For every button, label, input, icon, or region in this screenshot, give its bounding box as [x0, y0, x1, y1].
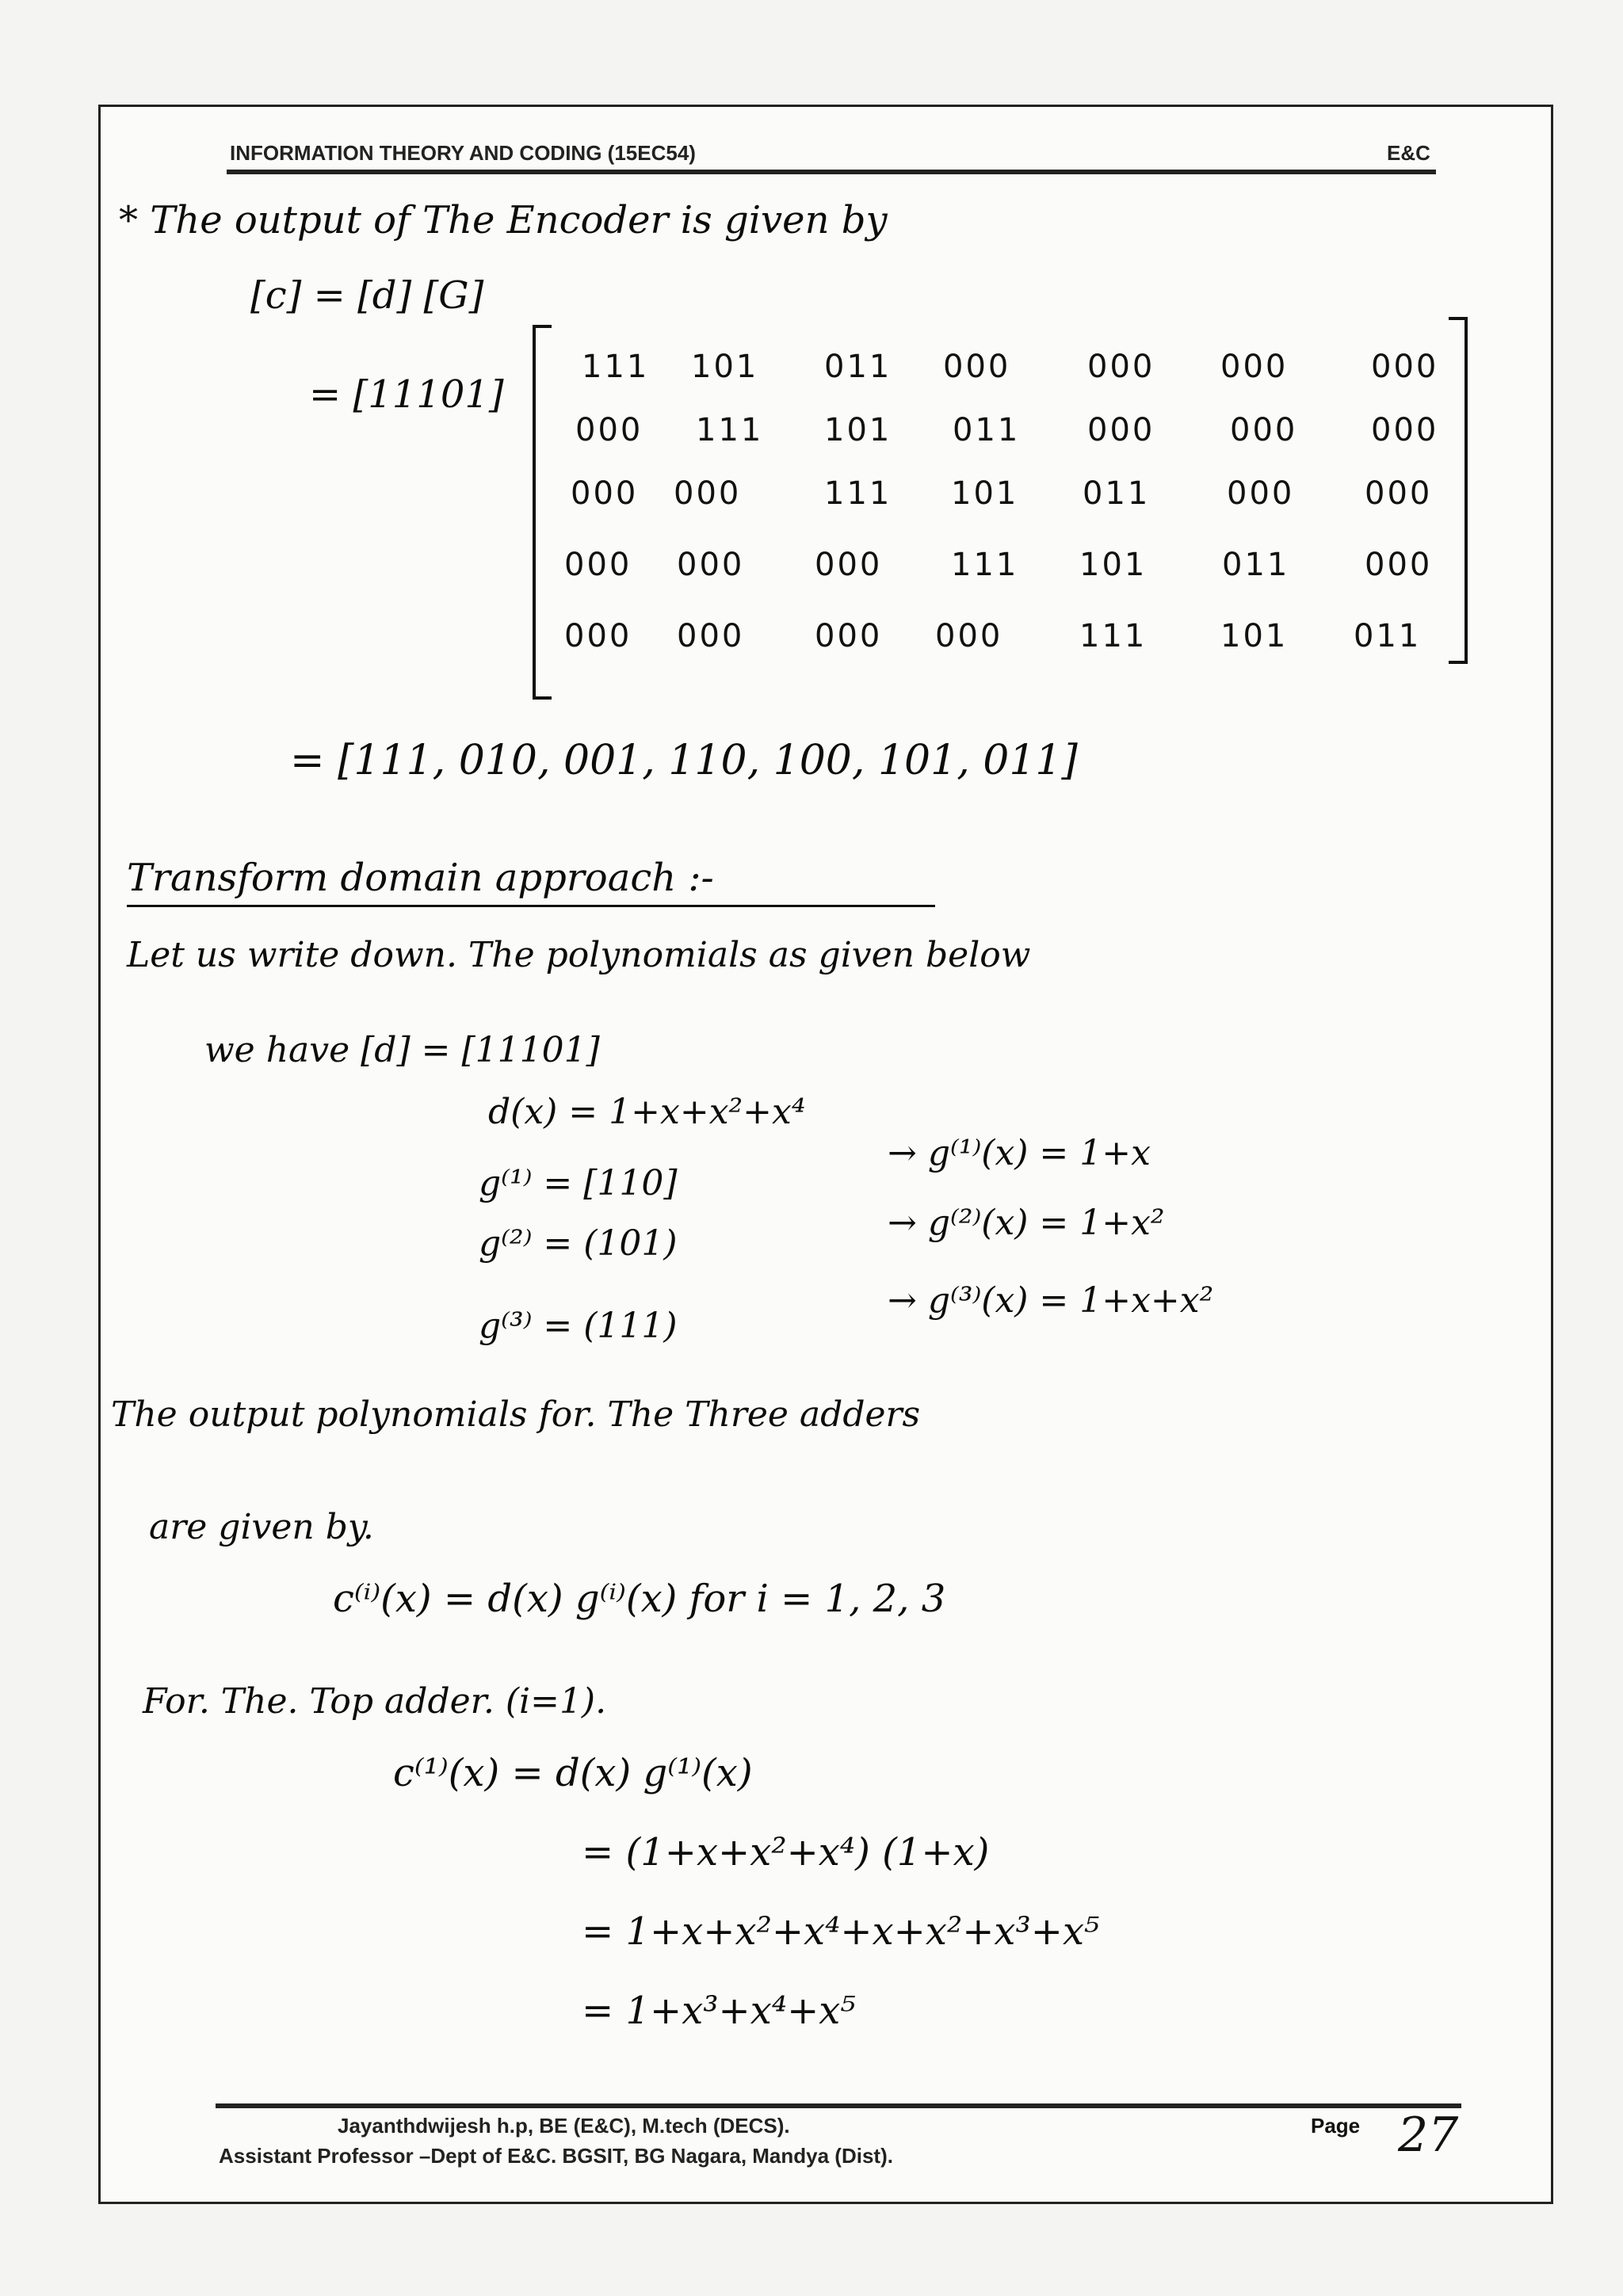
- matrix-cell: 000: [815, 618, 883, 654]
- matrix-cell: 000: [677, 547, 745, 583]
- matrix-cell: 000: [677, 618, 745, 654]
- matrix-cell: 000: [1230, 412, 1298, 448]
- matrix-cell: 000: [564, 618, 632, 654]
- line-c1-definition: c⁽¹⁾(x) = d(x) g⁽¹⁾(x): [393, 1751, 753, 1795]
- line-encoder-output: * The output of The Encoder is given by: [119, 198, 888, 242]
- matrix-cell: 011: [1222, 547, 1290, 583]
- header-department: E&C: [1387, 141, 1430, 165]
- page-label: Page: [1311, 2114, 1361, 2138]
- line-g3-vector: g⁽³⁾ = (111): [479, 1306, 678, 1346]
- line-codeword-equation: [c] = [d] [G]: [250, 273, 484, 318]
- matrix-cell: 101: [824, 412, 892, 448]
- matrix-cell: 011: [1354, 618, 1422, 654]
- line-polynomials-intro: Let us write down. The polynomials as given below: [127, 935, 1031, 975]
- matrix-cell: 000: [943, 349, 1011, 385]
- page-number: 27: [1398, 2107, 1459, 2163]
- matrix-cell: 101: [691, 349, 759, 385]
- generator-matrix: [533, 325, 1468, 697]
- line-data-vector: = [11101]: [309, 372, 504, 417]
- matrix-cell: 000: [571, 475, 639, 512]
- heading-underline: [127, 905, 935, 907]
- matrix-cell: 101: [1079, 547, 1148, 583]
- line-data-polynomial: d(x) = 1+x+x²+x⁴: [488, 1092, 806, 1132]
- matrix-cell: 000: [575, 412, 643, 448]
- matrix-cell: 111: [582, 349, 650, 385]
- matrix-cell: 000: [1365, 475, 1433, 512]
- matrix-cell: 000: [1220, 349, 1289, 385]
- line-g2-vector: g⁽²⁾ = (101): [479, 1223, 678, 1264]
- line-codeword-result: = [111, 010, 001, 110, 100, 101, 011]: [290, 737, 1078, 784]
- line-c1-result: = 1+x³+x⁴+x⁵: [582, 1989, 856, 2033]
- matrix-cell: 101: [1220, 618, 1289, 654]
- line-g1-vector: g⁽¹⁾ = [110]: [479, 1163, 678, 1203]
- footer-affiliation: Assistant Professor –Dept of E&C. BGSIT, BG Nagara, Mandya (Dist).: [219, 2144, 893, 2168]
- matrix-cell: 000: [815, 547, 883, 583]
- header-rule: [227, 170, 1436, 174]
- matrix-cell: 000: [1371, 349, 1439, 385]
- matrix-cell: 111: [696, 412, 764, 448]
- matrix-cell: 000: [935, 618, 1003, 654]
- line-data-given: we have [d] = [11101]: [204, 1030, 600, 1070]
- matrix-cell: 000: [1371, 412, 1439, 448]
- matrix-cell: 000: [1227, 475, 1295, 512]
- matrix-cell: 111: [1079, 618, 1148, 654]
- footer-author: Jayanthdwijesh h.p, BE (E&C), M.tech (DECS).: [338, 2114, 790, 2138]
- line-g2-polynomial: → g⁽²⁾(x) = 1+x²: [888, 1203, 1165, 1243]
- matrix-row: [533, 618, 1468, 681]
- matrix-row: [533, 412, 1468, 475]
- matrix-cell: 101: [951, 475, 1019, 512]
- matrix-cell: 111: [824, 475, 892, 512]
- matrix-cell: 111: [951, 547, 1019, 583]
- line-c1-expanded: = 1+x+x²+x⁴+x+x²+x³+x⁵: [582, 1909, 1100, 1954]
- matrix-cell: 000: [1087, 349, 1155, 385]
- matrix-cell: 000: [674, 475, 742, 512]
- line-top-adder: For. The. Top adder. (i=1).: [143, 1681, 607, 1722]
- line-g3-polynomial: → g⁽³⁾(x) = 1+x+x²: [888, 1280, 1214, 1321]
- section-heading: Transform domain approach :-: [127, 856, 714, 900]
- footer-rule: [216, 2103, 1461, 2108]
- line-output-polynomials: The output polynomials for. The Three adders: [111, 1394, 921, 1435]
- matrix-cell: 000: [1087, 412, 1155, 448]
- matrix-row: [533, 475, 1468, 539]
- header-title: INFORMATION THEORY AND CODING (15EC54): [230, 141, 696, 165]
- line-given-by: are given by.: [149, 1507, 374, 1547]
- line-g1-polynomial: → g⁽¹⁾(x) = 1+x: [888, 1133, 1151, 1173]
- line-c1-product: = (1+x+x²+x⁴) (1+x): [582, 1830, 990, 1875]
- matrix-cell: 011: [1083, 475, 1151, 512]
- matrix-cell: 000: [564, 547, 632, 583]
- matrix-cell: 011: [953, 412, 1021, 448]
- matrix-row: [533, 547, 1468, 610]
- matrix-cell: 011: [824, 349, 892, 385]
- matrix-cell: 000: [1365, 547, 1433, 583]
- matrix-row: [533, 349, 1468, 412]
- line-general-equation: c⁽ⁱ⁾(x) = d(x) g⁽ⁱ⁾(x) for i = 1, 2, 3: [333, 1577, 946, 1621]
